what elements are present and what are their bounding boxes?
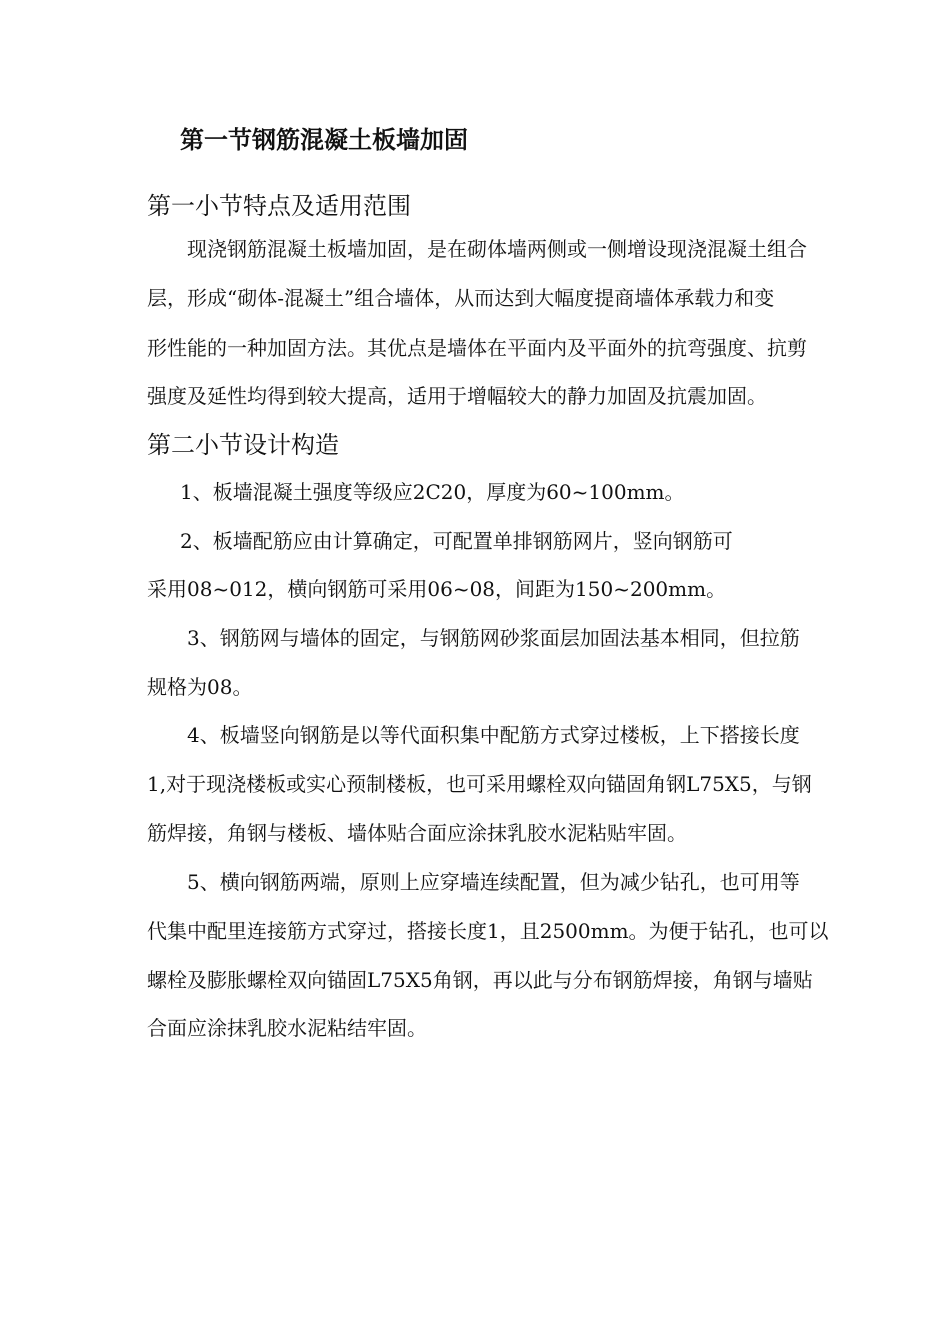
paragraph-line: 4、板墙竖向钢筋是以等代面积集中配筋方式穿过楼板，上下搭接长度 [187,723,800,747]
section-title: 第一节钢筋混凝土板墙加固 [180,126,468,154]
paragraph-line: 合面应涂抹乳胶水泥粘结牢固。 [147,1016,427,1040]
paragraph-line: 5、横向钢筋两端，原则上应穿墙连续配置，但为减少钻孔，也可用等 [187,870,800,894]
paragraph-line: 形性能的一种加固方法。其优点是墙体在平面内及平面外的抗弯强度、抗剪 [147,336,807,360]
paragraph-line: 1,对于现浇楼板或实心预制楼板，也可采用螺栓双向锚固角钢L75X5，与钢 [147,772,812,796]
paragraph-line: 采用08~012，横向钢筋可采用06~08，间距为150~200mm。 [147,577,727,601]
paragraph-line: 规格为08。 [147,675,253,699]
paragraph-line: 强度及延性均得到较大提高，适用于增幅较大的静力加固及抗震加固。 [147,384,767,408]
subsection-heading-features: 第一小节特点及适用范围 [147,192,411,220]
paragraph-line: 层，形成“砌体-混凝土”组合墙体，从而达到大幅度提商墙体承载力和变 [147,286,775,310]
paragraph-line: 2、板墙配筋应由计算确定，可配置单排钢筋网片，竖向钢筋可 [180,529,733,553]
paragraph-line: 代集中配里连接筋方式穿过，搭接长度1，且2500mm。为便于钻孔，也可以 [147,919,829,943]
paragraph-line: 现浇钢筋混凝土板墙加固，是在砌体墙两侧或一侧增设现浇混凝土组合 [187,237,807,261]
paragraph-line: 3、钢筋网与墙体的固定，与钢筋网砂浆面层加固法基本相同，但拉筋 [187,626,800,650]
subsection-heading-design: 第二小节设计构造 [147,431,339,459]
paragraph-line: 螺栓及膨胀螺栓双向锚固L75X5角钢，再以此与分布钢筋焊接，角钢与墙贴 [147,968,813,992]
paragraph-line: 筋焊接，角钢与楼板、墙体贴合面应涂抹乳胶水泥粘贴牢固。 [147,821,687,845]
paragraph-line: 1、板墙混凝土强度等级应2C20，厚度为60~100mm。 [180,480,685,504]
